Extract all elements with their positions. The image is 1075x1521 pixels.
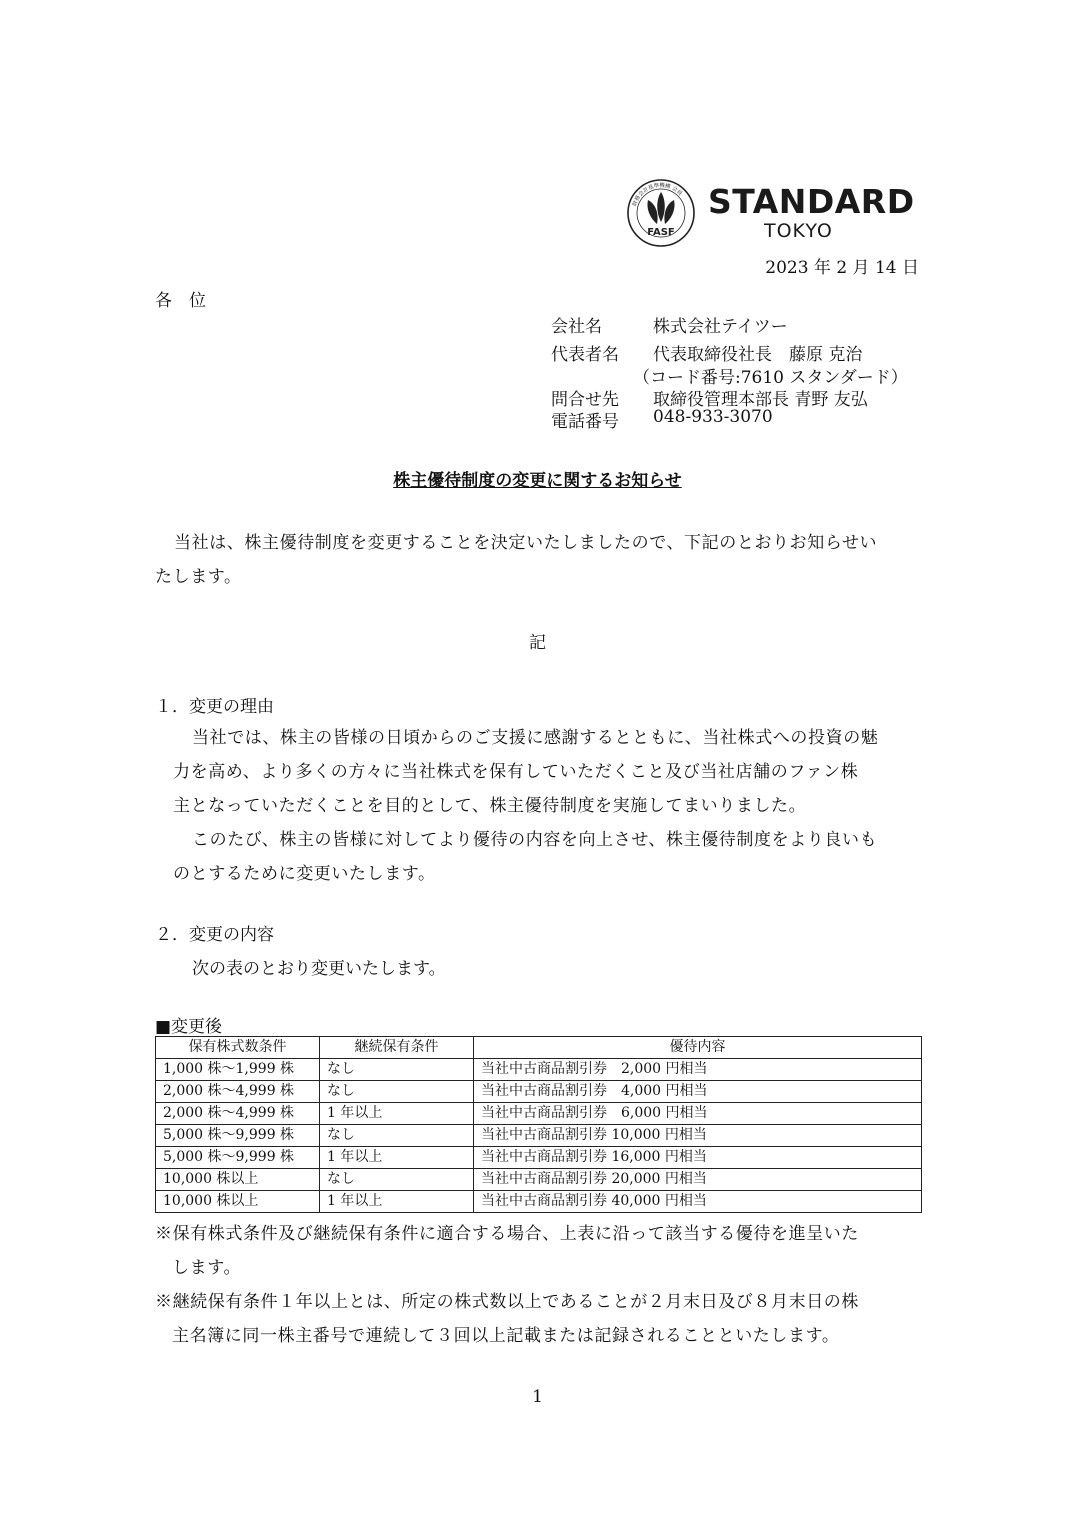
header-holding-period: 継続保有条件 <box>320 1037 474 1059</box>
document-title-text: 株主優待制度の変更に関するお知らせ <box>393 471 682 491</box>
header-shares: 保有株式数条件 <box>156 1037 320 1059</box>
cell-holding-period: なし <box>320 1081 474 1103</box>
intro-paragraph <box>155 526 925 594</box>
note-line: 主名簿に同一株主番号で連続して３回以上記載または記録されることといたします。 <box>172 1326 840 1346</box>
section2-lead: 次の表のとおり変更いたします。 <box>192 959 446 979</box>
seal-ring-text: 財務会計基準機構 会員 <box>631 182 684 208</box>
table-caption: ■変更後 <box>155 1017 223 1037</box>
note-line: ※保有株式条件及び継続保有条件に適合する場合、上表に沿って該当する優待を進呈いた <box>155 1224 859 1244</box>
cell-shares: 5,000 株～9,999 株 <box>156 1125 320 1147</box>
table-row <box>156 1059 922 1081</box>
section1-line: このたび、株主の皆様に対してより優待の内容を向上させ、株主優待制度をより良いも <box>192 830 878 850</box>
cell-shares: 1,000 株～1,999 株 <box>156 1059 320 1081</box>
table-notes <box>155 1217 935 1353</box>
note-line: ※継続保有条件１年以上とは、所定の株式数以上であることが２月末日及び８月末日の株 <box>155 1292 859 1312</box>
note-line: します。 <box>172 1258 242 1278</box>
addressee: 各 位 <box>155 291 206 311</box>
benefit-table <box>155 1036 922 1213</box>
contact-value: 取締役管理本部長 青野 友弘 <box>653 390 868 410</box>
table-row <box>156 1081 922 1103</box>
cell-holding-period: 1 年以上 <box>320 1103 474 1125</box>
cell-holding-period: なし <box>320 1059 474 1081</box>
section1-line: 主となっていただくことを目的として、株主優待制度を実施してまいりました。 <box>173 796 807 816</box>
phone-value: 048-933-3070 <box>653 407 773 427</box>
document-date: 2023 年 2 月 14 日 <box>765 258 919 278</box>
table-row <box>156 1125 922 1147</box>
cell-holding-period: 1 年以上 <box>320 1191 474 1213</box>
cell-benefit: 当社中古商品割引券 10,000 円相当 <box>474 1125 922 1147</box>
table-header-row <box>156 1037 922 1059</box>
contact-label: 問合せ先 <box>551 390 619 410</box>
phone-label: 電話番号 <box>551 412 619 432</box>
cell-shares: 10,000 株以上 <box>156 1191 320 1213</box>
page-number: 1 <box>532 1387 543 1407</box>
representative-label: 代表者名 <box>551 345 619 365</box>
section2-heading: ２．変更の内容 <box>155 925 274 945</box>
cell-holding-period: なし <box>320 1125 474 1147</box>
cell-shares: 5,000 株～9,999 株 <box>156 1147 320 1169</box>
section1-line: 力を高め、より多くの方々に当社株式を保有していただくこと及び当社店舗のファン株 <box>173 762 859 782</box>
header-benefit: 優待内容 <box>474 1037 922 1059</box>
section1-line: のとするために変更いたします。 <box>173 864 436 884</box>
brand-tokyo: TOKYO <box>764 220 833 242</box>
cell-benefit: 当社中古商品割引券 2,000 円相当 <box>474 1059 922 1081</box>
cell-shares: 10,000 株以上 <box>156 1169 320 1191</box>
cell-benefit: 当社中古商品割引券 6,000 円相当 <box>474 1103 922 1125</box>
intro-line: 当社は、株主優待制度を変更することを決定いたしましたので、下記のとおりお知らせい <box>174 533 878 553</box>
company-info <box>551 312 931 432</box>
fasf-seal-icon <box>626 178 696 248</box>
cell-benefit: 当社中古商品割引券 40,000 円相当 <box>474 1191 922 1213</box>
cell-benefit: 当社中古商品割引券 4,000 円相当 <box>474 1081 922 1103</box>
stock-code-note: （コード番号:7610 スタンダード） <box>633 368 908 388</box>
table-row <box>156 1147 922 1169</box>
seal-text: FASF <box>647 227 675 238</box>
document-title <box>0 466 1075 491</box>
cell-holding-period: なし <box>320 1169 474 1191</box>
table-row <box>156 1169 922 1191</box>
company-label: 会社名 <box>551 317 602 337</box>
ki-marker: 記 <box>529 633 546 653</box>
section1-line: 当社では、株主の皆様の日頃からのご支援に感謝するとともに、当社株式への投資の魅 <box>192 728 879 748</box>
cell-benefit: 当社中古商品割引券 16,000 円相当 <box>474 1147 922 1169</box>
section1-body <box>173 721 933 891</box>
intro-line: たします。 <box>155 567 242 587</box>
table-row <box>156 1103 922 1125</box>
section1-heading: １．変更の理由 <box>155 697 274 717</box>
cell-holding-period: 1 年以上 <box>320 1147 474 1169</box>
cell-shares: 2,000 株～4,999 株 <box>156 1103 320 1125</box>
brand-standard: STANDARD <box>708 182 915 221</box>
table-row <box>156 1191 922 1213</box>
company-value: 株式会社テイツー <box>653 317 788 337</box>
cell-shares: 2,000 株～4,999 株 <box>156 1081 320 1103</box>
representative-value: 代表取締役社長 藤原 克治 <box>653 345 863 365</box>
company-logo <box>626 178 915 248</box>
cell-benefit: 当社中古商品割引券 20,000 円相当 <box>474 1169 922 1191</box>
